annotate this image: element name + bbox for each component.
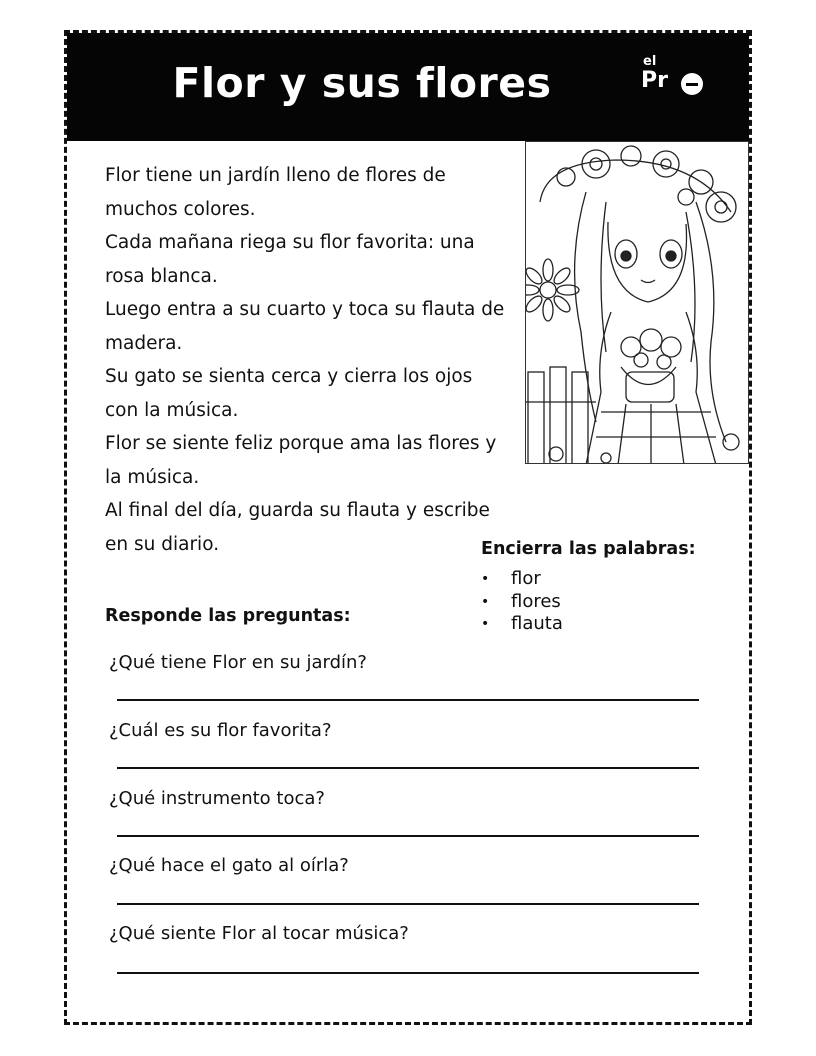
question-2: ¿Cuál es su flor favorita? bbox=[109, 720, 332, 741]
logo-main-text: Pr bbox=[641, 68, 668, 93]
answer-line-4[interactable] bbox=[117, 903, 699, 905]
answer-line-3[interactable] bbox=[117, 835, 699, 837]
list-item: • flores bbox=[481, 591, 563, 614]
logo-circle-icon bbox=[681, 73, 703, 95]
story-sentence: Cada mañana riega su flor favorita: una rosa blanca. bbox=[105, 232, 475, 287]
list-item: • flor bbox=[481, 568, 563, 591]
page-title: Flor y sus flores bbox=[172, 59, 552, 107]
question-1: ¿Qué tiene Flor en su jardín? bbox=[109, 652, 367, 673]
answer-line-1[interactable] bbox=[117, 699, 699, 701]
girl-with-flowers-illustration bbox=[525, 141, 749, 464]
brand-logo bbox=[637, 55, 709, 107]
words-list bbox=[481, 568, 563, 636]
answer-line-2[interactable] bbox=[117, 767, 699, 769]
story-sentence: Su gato se sienta cerca y cierra los ojos con la música. bbox=[105, 366, 473, 421]
logo-small-text: el bbox=[643, 54, 657, 69]
story-sentence: Flor se siente feliz porque ama las flores y la música. bbox=[105, 433, 497, 488]
reading-passage bbox=[105, 159, 505, 561]
question-3: ¿Qué instrumento toca? bbox=[109, 788, 325, 809]
worksheet bbox=[64, 30, 752, 1025]
story-sentence: Al final del día, guarda su flauta y escribe en su diario. bbox=[105, 500, 490, 555]
list-item: • flauta bbox=[481, 613, 563, 636]
story-sentence: Luego entra a su cuarto y toca su flauta de madera. bbox=[105, 299, 505, 354]
question-5: ¿Qué siente Flor al tocar música? bbox=[109, 923, 409, 944]
answer-line-5[interactable] bbox=[117, 972, 699, 974]
circle-words-heading: Encierra las palabras: bbox=[481, 539, 696, 559]
question-4: ¿Qué hace el gato al oírla? bbox=[109, 855, 349, 876]
coloring-illustration-icon bbox=[526, 142, 749, 464]
header-banner bbox=[67, 33, 749, 141]
story-sentence: Flor tiene un jardín lleno de flores de muchos colores. bbox=[105, 165, 446, 220]
questions-heading: Responde las preguntas: bbox=[105, 606, 351, 626]
